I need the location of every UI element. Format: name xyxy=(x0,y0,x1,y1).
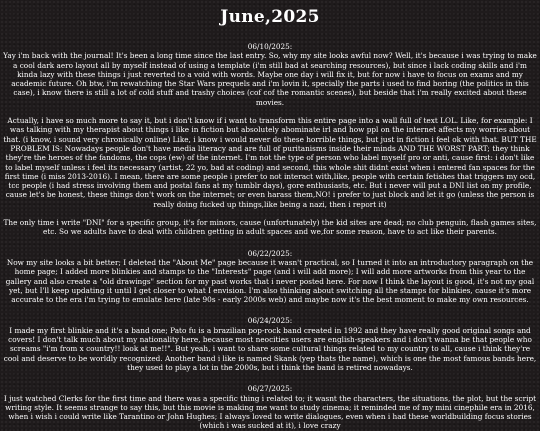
entry-paragraph: Yay i'm back with the journal! It's been a long time since the last entry. So, why my site looks awful now? Well, it's because i was trying to make a cool dark aero layout all by myself instead of using a template (i'm still bad at searching resources), but since i lack coding skills and i'm kinda lazy with these things i just reverted to a void with words. Maybe one day i will fix it, but for now i have to focus on exams and my academic future. Oh btw, i'm rewatching the Star Wars prequels and i'm lovin it, specially the parts i used to find boring (the politics in this case), i know there is still a lot of cold stuff and trashy choices (cof cof the romantic scenes), but beside that i'm really excited about these movies. xyxy=(3,51,537,107)
entry-date: 06/10/2025: xyxy=(247,42,293,51)
entry-paragraph: Actually, i have so much more to say it, but i don't know if i want to transform this entire page into a wall full of text LOL. Like, for example: I was talking with my therapist about things i like in fiction but absolutely abominate irl and how ppl on the internet affects my worries about that. (i know, i sound very chronically online) Like, i know i would never do these horrible things, but just in fiction i feel ok with that. BUT THE PROBLEM IS: Nowadays people don't have media literacy and are full of puritanisms inside their minds AND THE WORST PART; they think they're the heroes of the fandoms, the cops (ew) of the internet. I'm not the type of person who label myself pro or anti, cause first: i don't like to label myself unless i feel its necessary (artist, 22 yo, bad at coding) and second, this whole shit didnt exist when i entered fan spaces for the first time (i miss 2013-2016). I mean, there are some people i prefer to not interact with,like, people with certain fetishes that triggers my ocd, tcc people (i had stress involving them and postal fans at my tumblr days), gore enthusiasts, etc. But i never will put a DNI list on my profile, cause let's be honest, these things don't work on the internet; or even harass them,NO! i prefer to just block and let it go (unless the person is really doing fucked up things,like being a nazi, then i report it) xyxy=(3,116,537,209)
entry-paragraph: I made my first blinkie and it's a band one; Pato fu is a brazilian pop-rock band created in 1992 and they have really good original songs and covers! I don't talk much about my nationality here, because most neocities users are english-speakers and i don't wanna be that people who screams "i'm from x country!! look at me!!". But yeah, i want to share some cultural things related to my country to all, cause i think they're cool and deserve to be worldly recognized. Another band i like is named Skank (yep thats the name), which is one the most famous bands here, they used to play a lot in the 2000s, but i think the band is retired nowadays. xyxy=(3,325,537,372)
journal-entry xyxy=(3,249,537,305)
journal-entry xyxy=(3,316,537,372)
entry-paragraph: I just watched Clerks for the first time and there was a specific thing i related to; it wasnt the characters, the situations, the plot, but the script writing style. It seems strange to say this, but this movie is making me want to study cinema; it reminded me of my mini cinephile era in 2016, when i wish i could write like Tarantino or John Hughes; I always loved to write dialogues, even when i had these worldbuilding focus stories (which i was sucked at it), i love crazy xyxy=(3,393,537,431)
entry-paragraph: Now my site looks a bit better; I deleted the "About Me" page because it wasn't practical, so I turned it into an introductory paragraph on the home page; I added more blinkies and stamps to the "Interests" page (and i will add more); I will add more artworks from this year to the gallery and also create a "old drawings" section for my past works that i never posted here. For now I think the layout is good, it's not my goal yet, but I'll keep updating it until I get closer to what I envision. I'm also thinking about switching all the stamps for blinkies, cause it's more accurate to the era i'm trying to emulate here (late 90s - early 2000s web) and maybe now it's the best moment to make my own resources. xyxy=(5,257,535,305)
entry-date: 06/24/2025: xyxy=(247,316,293,326)
page-title: June,2025 xyxy=(220,7,320,27)
entry-date: 06/22/2025: xyxy=(247,248,293,258)
entry-date: 06/27/2025: xyxy=(247,384,293,394)
journal-entry xyxy=(3,384,537,430)
entry-paragraph: The only time i write "DNI" for a specific group, it's for minors, cause (unfortunately) the kid sites are dead; no club penguin, flash games sites, etc. So we adults have to deal with children getting in adult spaces and we,for some reason, have to act like their parents. xyxy=(3,218,537,237)
journal-entry xyxy=(3,42,537,237)
